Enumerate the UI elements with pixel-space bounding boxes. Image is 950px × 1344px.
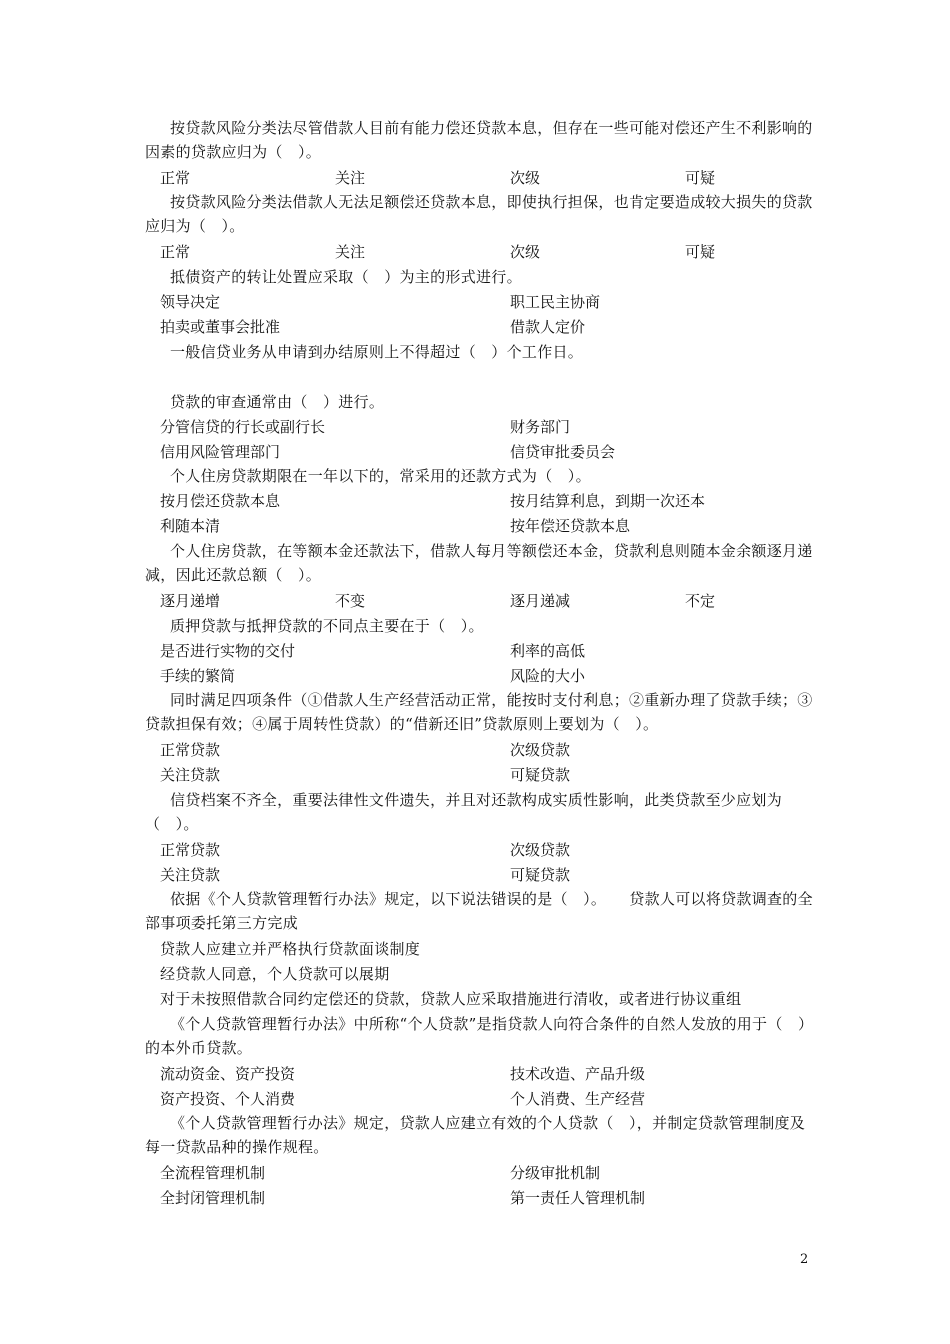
option-d: 可疑贷款	[510, 866, 571, 884]
options-3b	[160, 315, 820, 339]
question-10: 信贷档案不齐全，重要法律性文件遗失，并且对还款构成实质性影响，此类贷款至少应划为（ ）。	[145, 791, 783, 833]
option-d: 可疑贷款	[510, 766, 571, 784]
options-9b	[160, 763, 820, 787]
option-b: 技术改造、产品升级	[510, 1065, 646, 1083]
option-d: 按年偿还贷款本息	[510, 517, 631, 535]
question-4: 一般信贷业务从申请到办结原则上不得超过（ ）个工作日。	[170, 343, 584, 361]
options-8a	[160, 639, 820, 663]
option-a: 流动资金、资产投资	[160, 1065, 296, 1083]
question-8: 质押贷款与抵押贷款的不同点主要在于（ ）。	[170, 617, 484, 635]
options-12a	[160, 1062, 820, 1086]
question-13: 《个人贷款管理暂行办法》规定，贷款人应建立有效的个人贷款（ ），并制定贷款管理制度及每一贷款品种的操作规程。	[145, 1114, 806, 1156]
option-b: 关注	[335, 243, 366, 261]
option-d: 对于未按照借款合同约定偿还的贷款，贷款人应采取措施进行清收，或者进行协议重组	[160, 990, 742, 1008]
option-c: 资产投资、个人消费	[160, 1090, 296, 1108]
options-2	[160, 240, 820, 264]
option-b: 分级审批机制	[510, 1164, 601, 1182]
option-b: 利率的高低	[510, 642, 586, 660]
question-5: 贷款的审查通常由（ ）进行。	[170, 393, 385, 411]
option-c: 手续的繁简	[160, 667, 236, 685]
option-a: 正常贷款	[160, 841, 221, 859]
question-11: 依据《个人贷款管理暂行办法》规定，以下说法错误的是（ ）。 贷款人可以将贷款调查的全部事项委托第三方完成	[145, 890, 813, 932]
option-c: 逐月递减	[510, 592, 571, 610]
option-a: 正常	[160, 243, 191, 261]
option-a: 按月偿还贷款本息	[160, 492, 281, 510]
options-8b	[160, 664, 820, 688]
option-d: 第一责任人管理机制	[510, 1189, 646, 1207]
option-b: 关注	[335, 169, 366, 187]
option-d: 可疑	[685, 169, 716, 187]
option-a: 逐月递增	[160, 592, 221, 610]
option-c: 全封闭管理机制	[160, 1189, 266, 1207]
question-3: 抵债资产的转让处置应采取（ ）为主的形式进行。	[170, 268, 522, 286]
question-12: 《个人贷款管理暂行办法》中所称“个人贷款”是指贷款人向符合条件的自然人发放的用于（ ）的本外币贷款。	[145, 1015, 814, 1057]
option-b: 次级贷款	[510, 841, 571, 859]
option-c: 次级	[510, 169, 541, 187]
question-7: 个人住房贷款，在等额本金还款法下，借款人每月等额偿还本金，贷款利息则随本金余额逐月递减，因此还款总额（ ）。	[145, 542, 813, 584]
options-7	[160, 589, 820, 613]
option-c: 次级	[510, 243, 541, 261]
option-c: 拍卖或董事会批准	[160, 318, 281, 336]
option-d: 不定	[685, 592, 716, 610]
option-c: 关注贷款	[160, 766, 221, 784]
option-d: 个人消费、生产经营	[510, 1090, 646, 1108]
option-b: 职工民主协商	[510, 293, 601, 311]
options-13b	[160, 1186, 820, 1210]
option-a: 正常贷款	[160, 741, 221, 759]
options-3a	[160, 290, 820, 314]
options-10a	[160, 838, 820, 862]
option-b: 不变	[335, 592, 366, 610]
question-1: 按贷款风险分类法尽管借款人目前有能力偿还贷款本息，但存在一些可能对偿还产生不利影响的因素的贷款应归为（ ）。	[145, 119, 813, 161]
options-1	[160, 166, 820, 190]
option-a: 全流程管理机制	[160, 1164, 266, 1182]
option-c: 信用风险管理部门	[160, 443, 281, 461]
option-c: 经贷款人同意，个人贷款可以展期	[160, 965, 390, 983]
option-b: 财务部门	[510, 418, 571, 436]
option-a: 分管信贷的行长或副行长	[160, 418, 326, 436]
question-9: 同时满足四项条件（①借款人生产经营活动正常，能按时支付利息；②重新办理了贷款手续；③贷款担保有效；④属于周转性贷款）的“借新还旧”贷款原则上要划为（ ）。	[145, 691, 813, 733]
option-b: 次级贷款	[510, 741, 571, 759]
options-12b	[160, 1087, 820, 1111]
option-a: 领导决定	[160, 293, 221, 311]
options-6b	[160, 514, 820, 538]
options-10b	[160, 863, 820, 887]
option-c: 关注贷款	[160, 866, 221, 884]
options-5a	[160, 415, 820, 439]
option-b: 贷款人应建立并严格执行贷款面谈制度	[160, 940, 421, 958]
option-a: 是否进行实物的交付	[160, 642, 296, 660]
option-d: 风险的大小	[510, 667, 586, 685]
options-5b	[160, 440, 820, 464]
options-6a	[160, 489, 820, 513]
question-2: 按贷款风险分类法借款人无法足额偿还贷款本息，即使执行担保，也肯定要造成较大损失的贷款应归为（ ）。	[145, 193, 813, 235]
option-d: 可疑	[685, 243, 716, 261]
option-d: 借款人定价	[510, 318, 586, 336]
options-9a	[160, 738, 820, 762]
option-c: 利随本清	[160, 517, 221, 535]
question-6: 个人住房贷款期限在一年以下的，常采用的还款方式为（ ）。	[170, 467, 591, 485]
option-d: 信贷审批委员会	[510, 443, 616, 461]
option-a: 正常	[160, 169, 191, 187]
option-b: 按月结算利息，到期一次还本	[510, 492, 706, 510]
page-number: 2	[800, 1252, 809, 1267]
options-13a	[160, 1161, 820, 1185]
